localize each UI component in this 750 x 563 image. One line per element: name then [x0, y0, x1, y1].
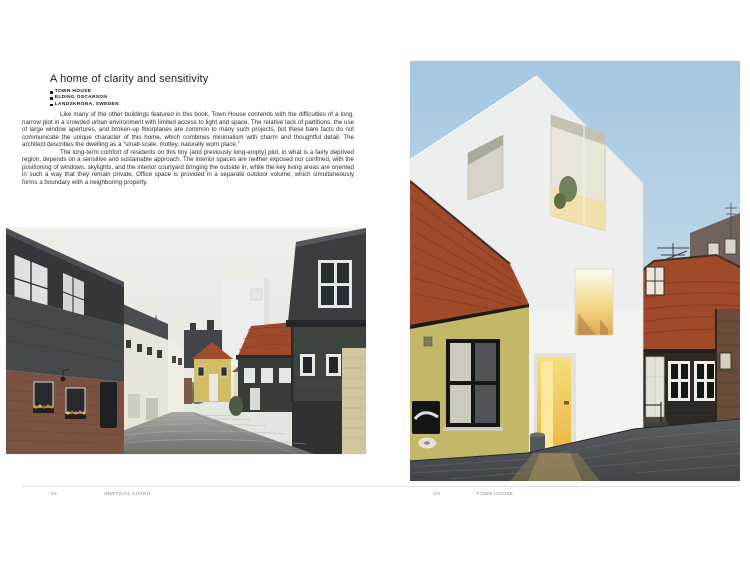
shrub: [229, 396, 243, 416]
square-bullet-icon: [50, 104, 53, 107]
right-foreground-house: [286, 228, 366, 454]
black-framed-window: [443, 339, 503, 431]
brick-house-right: [715, 309, 740, 431]
white-window: [694, 361, 716, 401]
town-house-illustration: [410, 61, 740, 481]
page-title: A home of clarity and sensitivity: [50, 73, 209, 86]
paragraph: The long-term comfort of residents on this tiny (and previously long-empty) plot, in what is a fairly deprived region, depends on a sensitive and sustainable approach. The interior spaces are neither exposed nor confined, with the positioning of windows, skylights, and the interior courtyard bringing the outside in, while the key living areas are oriented in such a way that they remain private. Office space is provided in a separate outdoor volume, which simultaneously forms a boundary with a neighboring property.: [22, 148, 354, 186]
project-tags: [50, 89, 119, 108]
street-photo-illustration: [6, 228, 366, 454]
upper-right-window: [551, 115, 605, 231]
paragraph: Like many of the other buildings featured in this book, Town House contends with the difficulties of a long, narrow plot in a crowded urban environment with limited access to light and space. The relative lack of partitions, the use of large window apertures, and broken-up floorplanes are common to many such projects, but these bare facts do not communicate the unique character of this home, which combines minimalism with charm and thoughtful detail. The architect describes the dwelling as a “small-scale, motley, naturally worn place.”: [22, 111, 354, 148]
mailbox: [412, 401, 440, 434]
body-text: [22, 111, 354, 186]
lit-window: [575, 269, 613, 335]
running-head-right: TOWN HOUSE: [476, 492, 514, 497]
tag-location: [50, 102, 119, 108]
running-head-left: VERTICAL LIVING: [104, 492, 152, 497]
street-photo: [6, 228, 366, 454]
page-number-left: 22: [51, 492, 58, 497]
hero-photo: [410, 61, 740, 481]
downpipe: [291, 327, 294, 401]
footer-rule: [22, 486, 739, 487]
dark-door: [100, 382, 117, 428]
tag-label: ELDING OSCARSON: [54, 95, 108, 101]
white-window: [668, 361, 690, 401]
square-bullet-icon: [50, 91, 53, 94]
door-handle: [564, 401, 569, 405]
tag-label: LANDSKRONA, SWEDEN: [54, 101, 119, 107]
tag-label: TOWN HOUSE: [54, 89, 92, 94]
page-number-right: 23: [434, 492, 441, 497]
street-lantern: [61, 377, 66, 382]
square-bullet-icon: [50, 97, 53, 100]
